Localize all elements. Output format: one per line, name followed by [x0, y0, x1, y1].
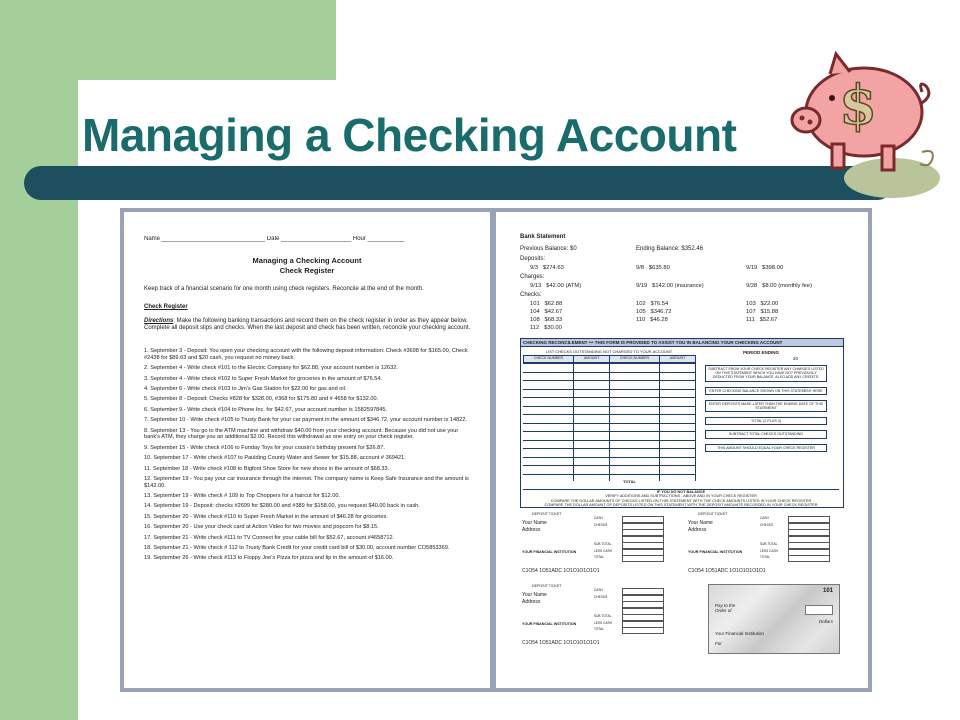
slip-row-label: CHECKS: [594, 522, 608, 527]
check-pay-to: Pay to the Order of: [715, 603, 736, 613]
slip-institution: YOUR FINANCIAL INSTITUTION: [522, 550, 577, 554]
worksheet-item: 17. September 21 - Write check #111 to TV Connect for your cable bill for $52.67, account #4658712.: [144, 534, 395, 541]
check-entry: 111 $52.67: [746, 317, 778, 323]
slip-row-label: CHECKS: [594, 594, 608, 599]
worksheet-item: 9. September 15 - Write check #106 to Funday Toys for your cousin's birthday present for $26.87.: [144, 444, 385, 451]
ending-balance: Ending Balance: $352.46: [636, 246, 704, 252]
slip-your-name: Your Name: [522, 592, 547, 598]
slip-institution: YOUR FINANCIAL INSTITUTION: [522, 622, 577, 626]
worksheet-item: 12. September 19 - You pay your car insurance through the internet. The company name is Keep Safe Insurance and the amount is $142.00.: [144, 475, 469, 489]
recon-grid-divider: [695, 355, 696, 481]
statement-page: [496, 212, 868, 688]
directions-label: Directions: [144, 318, 174, 324]
svg-text:$: $: [839, 73, 877, 137]
reconcile-steps: [705, 363, 839, 457]
recon-col-header: CHECK NUMBER: [609, 355, 660, 363]
charge-entry: 9/13 $42.00 (ATM): [530, 283, 582, 289]
reconcilement-form: [520, 338, 844, 508]
check-number: 101: [822, 588, 833, 594]
recon-step: ENTER DEPOSITS MADE LATER THAN THE ENDING DATE OF THIS STATEMENT: [705, 400, 827, 412]
blank-check: [708, 584, 840, 654]
worksheet-item: 3. September 4 - Write check #102 to Super Fresh Market for groceries in the amount of $76.54.: [144, 375, 383, 382]
green-sidebar-decoration: [0, 0, 78, 720]
worksheet-directions: [144, 318, 474, 332]
not-balance-box: [523, 489, 839, 508]
not-balance-2: COMPARE THE DOLLAR AMOUNTS OF CHECKS LISTED ON THIS STATEMENT WITH THE CHECK AMOUNTS LISTED IN YOUR CHECK REGISTER: [550, 498, 812, 503]
worksheet-intro: Keep track of a financial scenario for one month using check registers. Reconcile at the end of the month.: [144, 286, 424, 292]
deposits-label: Deposits:: [520, 256, 546, 262]
worksheet-title: Managing a Checking Account: [252, 256, 362, 265]
slip-address: Address: [522, 527, 541, 533]
green-top-decoration: [0, 0, 336, 80]
slip-row-label: TOTAL: [594, 627, 604, 631]
check-entry: 112 $30.00: [530, 325, 562, 331]
checks-label: Checks:: [520, 292, 542, 298]
recon-col-header: AMOUNT: [573, 355, 610, 363]
not-balance-title: IF YOU DO NOT BALANCE: [656, 490, 706, 494]
slide-title: Managing a Checking Account: [82, 109, 737, 161]
worksheet-item: 2. September 4 - Write check #101 to the Electric Company for $62.88, your account number is 12632.: [144, 365, 398, 372]
previous-balance: Previous Balance: $0: [520, 246, 577, 252]
statement-title: Bank Statement: [520, 234, 566, 240]
check-entry: 108 $68.33: [530, 317, 563, 323]
worksheet-item: 16. September 20 - Use your check card at Action Video for two movies and popcorn for $8.15.: [144, 524, 379, 531]
slip-row-box: [622, 627, 664, 634]
worksheet-item: 4. September 6 - Write check #103 to Jim's Gas Station for $22.00 for gas and oil.: [144, 385, 347, 392]
worksheet-subtitle: Check Register: [279, 266, 335, 275]
worksheet-item: 6. September 9 - Write check #104 to Phone Inc. for $42.67, your account number is 1582597845.: [144, 406, 388, 413]
worksheet-item: 13. September 19 - Write check # 109 to Top Choppers for a haircut for $12.00.: [144, 493, 340, 500]
slip-row-label: SUB TOTAL: [594, 614, 612, 618]
slip-micr: C1O54 1O51ADC 1O1O1O1O1O1: [522, 640, 600, 646]
charge-entry: 9/19 $142.00 (insurance): [636, 283, 704, 289]
period-ending-label: PERIOD ENDING: [743, 350, 780, 355]
check-bank-name: Your Financial Institution: [715, 631, 764, 636]
slip-row-label: SUB TOTAL: [760, 542, 778, 546]
slip-micr: C1O54 1O51ADC 1O1O1O1O1O1: [688, 568, 766, 574]
recon-list-caption: LIST CHECKS OUTSTANDING NOT CHARGED TO YOUR ACCOUNT: [545, 349, 673, 354]
check-memo: For: [715, 641, 722, 646]
deposit-slip: [684, 512, 834, 574]
recon-header: CHECKING RECONCILEMENT ••• THIS FORM IS PROVIDED TO ASSIST YOU IN BALANCING YOUR CHECKING ACCOUNT: [521, 339, 843, 347]
worksheet-header-line: Name _______________________________ Date _____________________ Hour ___________: [144, 236, 405, 242]
worksheet-item: 15. September 20 - Write check #110 to Super Fresh Market in the amount of $46.28 for groceries.: [144, 513, 388, 520]
slip-row-label: CASH: [594, 516, 603, 520]
deposit-entry: 9/19 $398.00: [746, 265, 784, 271]
recon-step: SUBTRACT FROM YOUR CHECK REGISTER ANY CHARGES LISTED ON THIS STATEMENT WHICH YOU HAVE NOT PREVIOUSLY DEDUCTED FROM YOUR BALANCE. ALSO ADD ANY CREDITS.: [705, 365, 827, 382]
worksheet-page: [124, 212, 490, 688]
check-entry: 104 $42.67: [530, 309, 563, 315]
slip-row-box: [788, 555, 830, 562]
worksheet-item: 1. September 3 - Deposit: You open your checking account with the following deposit information: Check #3698 for $165.00, Check #2438 for $89.63 and $20 cash, you request no money back.: [144, 348, 468, 361]
not-balance-1: VERIFY ADDITIONS AND SUBTRACTIONS - ABOVE AND IN YOUR CHECK REGISTER: [605, 494, 757, 499]
deposit-slip: [518, 584, 668, 646]
slip-address: Address: [688, 527, 707, 533]
slip-micr: C1O54 1O51ADC 1O1O1O1O1O1: [522, 568, 600, 574]
recon-col-header: CHECK NUMBER: [523, 355, 574, 363]
slip-title: DEPOSIT TICKET: [532, 512, 562, 516]
charge-entry: 9/28 $8.00 (monthly fee): [746, 283, 813, 289]
piggy-bank-icon: [772, 40, 942, 200]
recon-col-header: AMOUNT: [659, 355, 696, 363]
recon-grid-divider: [573, 355, 574, 481]
recon-grid-divider: [609, 355, 610, 481]
deposit-entry: 9/3 $274.63: [530, 265, 564, 271]
slip-row-label: LESS CASH: [594, 620, 612, 625]
worksheet-item: 8. September 13 - You go to the ATM machine and withdraw $40.00 from your checking account. Because you did not use your bank's ATM, they charge you an additional $2.00. Record this withdrawal as one entry on your check register.: [144, 427, 459, 441]
check-amount-box: [805, 605, 833, 615]
slip-your-name: Your Name: [522, 520, 547, 526]
slip-row-label: CASH: [760, 516, 769, 520]
recon-step: TOTAL (2 PLUS 3): [705, 417, 827, 425]
slip-row-label: TOTAL: [594, 555, 604, 559]
worksheet-item: 7. September 10 - Write check #105 to Trusty Bank for your car payment in the amount of $346.72, your account number is 14822.: [144, 417, 467, 424]
recon-step: THIS AMOUNT SHOULD EQUAL YOUR CHECK REGISTER: [705, 444, 827, 452]
slip-row-label: LESS CASH: [594, 548, 612, 553]
check-entry: 105 $346.72: [636, 309, 672, 315]
slip-address: Address: [522, 599, 541, 605]
recon-step: ENTER CHECKING BALANCE SHOWN ON THIS STATEMENT HERE: [705, 387, 827, 395]
slip-row-label: CHECKS: [760, 522, 774, 527]
slip-row-label: TOTAL: [760, 555, 770, 559]
worksheet-items: [144, 348, 474, 566]
check-entry: 101 $62.88: [530, 301, 563, 307]
slip-institution: YOUR FINANCIAL INSTITUTION: [688, 550, 743, 554]
slip-title: DEPOSIT TICKET: [698, 512, 728, 516]
recon-grid-divider: [659, 355, 660, 481]
recon-total-label: TOTAL: [623, 479, 636, 484]
check-entry: 103 $22.00: [746, 301, 779, 307]
worksheet-item: 11. September 18 - Write check #108 to Bigfoot Shoe Store for new shoes in the amount of $68.33.: [144, 465, 390, 472]
slip-row-label: CASH: [594, 588, 603, 592]
slip-row-box: [622, 555, 664, 562]
not-balance-3: COMPARE THE DOLLAR AMOUNT OF DEPOSITS LISTED ON THIS STATEMENT WITH THE DEPOSIT AMOUNTS RECORDED IN YOUR CHECK REGISTER: [544, 503, 818, 508]
worksheet-item: 14. September 19 - Deposit: checks #2699 for $280.00 and #389 for $158.00, you request $40.00 back in cash.: [144, 503, 420, 510]
check-dollars: Dollars: [818, 619, 833, 624]
check-entry: 110 $46.28: [636, 317, 668, 323]
recon-step: SUBTRACT TOTAL CHECKS OUTSTANDING: [705, 430, 827, 438]
charges-label: Charges:: [520, 274, 545, 280]
title-underline-bar: [24, 166, 894, 200]
deposit-entry: 9/8 $635.80: [636, 265, 670, 271]
check-entry: 107 $15.88: [746, 309, 779, 315]
slip-row-label: SUB TOTAL: [594, 542, 612, 546]
deposit-slip: [518, 512, 668, 574]
slip-your-name: Your Name: [688, 520, 713, 526]
worksheet-section-heading: Check Register: [144, 304, 188, 310]
slip-title: DEPOSIT TICKET: [532, 584, 562, 588]
check-entry: 102 $76.54: [636, 301, 669, 307]
outstanding-checks-grid: [523, 355, 697, 487]
worksheet-item: 5. September 8 - Deposit: Checks #828 for $328.00, #368 for $175.80 and # 4658 for $132.00.: [144, 396, 379, 403]
directions-text: : Make the following banking transactions and record them on the check register in order as they appear below. Complete all deposit slips and checks. When the last deposit and check has been written, reconcile your checking account.: [144, 318, 471, 332]
period-ending-year: 20: [793, 356, 799, 361]
worksheet-item: 10. September 17 - Write check #107 to Paulding County Water and Sewer for $15.88, account # 369421.: [144, 455, 406, 462]
slip-row-label: LESS CASH: [760, 548, 778, 553]
worksheet-item: 19. September 26 - Write check #113 to Floppy Joe's Pizza for pizza and tip in the amount of $16.00.: [144, 555, 394, 562]
worksheet-item: 18. September 21 - Write check # 112 to Trusty Bank Credit for your credit card bill of $30.00, account number CO5853369.: [144, 545, 450, 552]
